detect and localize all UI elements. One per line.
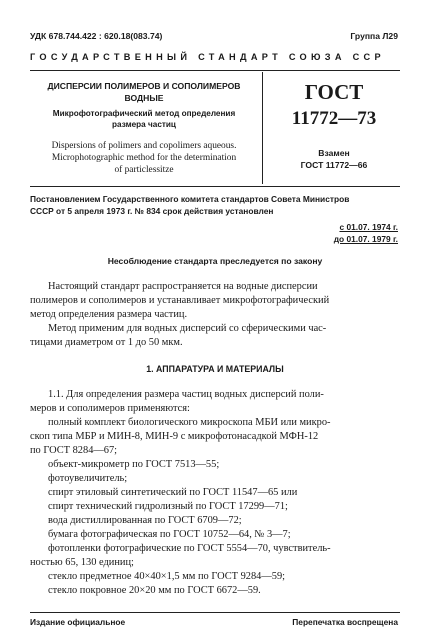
group-code: Группа Л29 [350, 31, 398, 41]
legal-notice: Несоблюдение стандарта преследуется по закону [107, 256, 323, 266]
section-1-line: вода дистиллированная по ГОСТ 6709—72; [48, 515, 242, 526]
section-1-line: фотоувеличитель; [48, 473, 128, 484]
decree-date-from: с 01.07. 1974 г. [339, 222, 398, 232]
decree-line-1: Постановлением Государственного комитета стандартов Совета Министров [30, 194, 350, 204]
intro-line: Настоящий стандарт распространяется на водные дисперсии [48, 281, 318, 292]
section-1-line: объект-микрометр по ГОСТ 7513—55; [48, 459, 220, 470]
title-en-line-3: of particlessitze [114, 165, 174, 175]
subtitle-ru-line-2: размера частиц [112, 120, 176, 129]
section-1-line: полный комплект биологического микроскопа МБИ или микро- [48, 417, 331, 428]
section-1-title: 1. АППАРАТУРА И МАТЕРИАЛЫ [146, 364, 284, 374]
top-rule [30, 70, 400, 71]
intro-line: полимеров и сополимеров и устанавливает микрофотографический [30, 295, 330, 306]
replaces-value: ГОСТ 11772—66 [300, 160, 368, 170]
section-1-line: стекло покровное 20×20 мм по ГОСТ 6672—59. [48, 585, 261, 596]
gost-number: 11772—73 [291, 108, 377, 129]
footer-left: Издание официальное [30, 617, 126, 627]
section-1-line: фотопленки фотографические по ГОСТ 5554—70, чувствитель- [48, 543, 331, 554]
section-1-line: стекло предметное 40×40×1,5 мм по ГОСТ 9284—59; [48, 571, 286, 582]
title-divider [262, 72, 263, 184]
title-ru [34, 80, 254, 104]
replaces-label: Взамен [318, 148, 350, 158]
intro-line: тицами диаметром от 1 до 50 мкм. [30, 337, 183, 348]
section-1-line: спирт этиловый синтетический по ГОСТ 11547—65 или [48, 487, 298, 498]
title-ru-line-2: ВОДНЫЕ [124, 93, 164, 103]
decree-line-2: СССР от 5 апреля 1973 г. № 834 срок действия установлен [30, 206, 274, 216]
title-bottom-rule [30, 186, 400, 187]
section-1-line: 1.1. Для определения размера частиц водных дисперсий поли- [48, 389, 324, 400]
subtitle-ru [34, 108, 254, 130]
subtitle-ru-line-1: Микрофотографический метод определения [52, 109, 236, 118]
decree-date-to: до 01.07. 1979 г. [333, 234, 398, 244]
udk-code: УДК 678.744.422 : 620.18(083.74) [30, 31, 163, 41]
footer-rule [30, 612, 400, 613]
section-1-line: по ГОСТ 8284—67; [30, 445, 118, 456]
standard-banner: ГОСУДАРСТВЕННЫЙ СТАНДАРТ СОЮЗА ССР [30, 52, 385, 62]
footer-right: Перепечатка воспрещена [292, 617, 398, 627]
section-1-line: скоп типа МБР и МИН-8, МИН-9 с микрофотонасадкой МФН-12 [30, 431, 319, 442]
title-en-line-2: Microphotographic method for the determination [51, 153, 237, 163]
section-1-line: ностью 65, 130 единиц; [30, 557, 134, 568]
section-1-line: бумага фотографическая по ГОСТ 10752—64, № 3—7; [48, 529, 291, 540]
section-1-line: меров и сополимеров применяются: [30, 403, 190, 414]
section-1-line: спирт технический гидролизный по ГОСТ 17299—71; [48, 501, 288, 512]
intro-line: метод определения размера частиц. [30, 309, 188, 320]
title-en [34, 140, 254, 176]
gost-label: ГОСТ [304, 80, 364, 104]
intro-line: Метод применим для водных дисперсий со сферическими час- [48, 323, 327, 334]
title-en-line-1: Dispersions of polimers and copolimers aqueous. [51, 141, 237, 151]
title-ru-line-1: ДИСПЕРСИИ ПОЛИМЕРОВ И СОПОЛИМЕРОВ [47, 81, 241, 91]
